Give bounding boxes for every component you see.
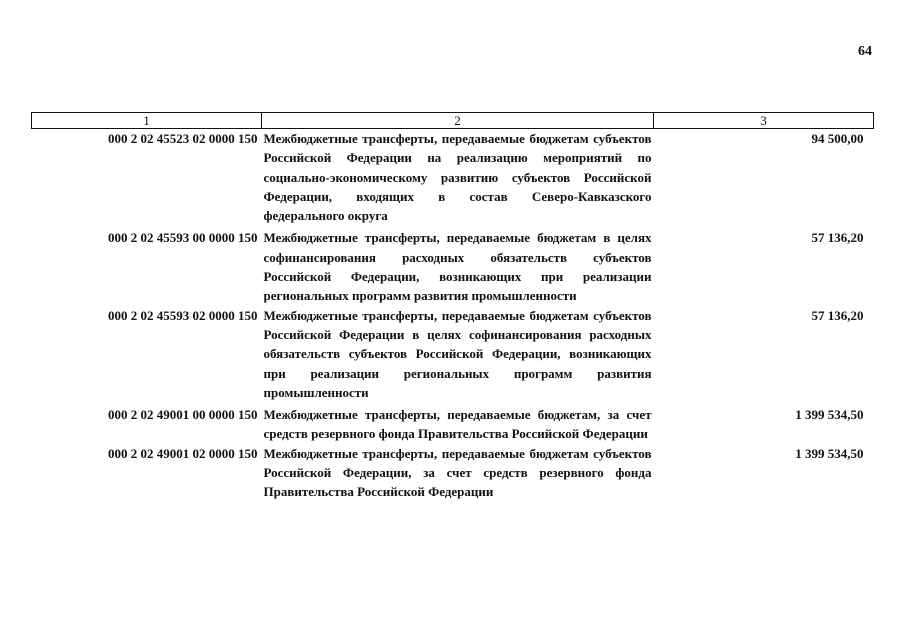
- budget-code: 000 2 02 49001 02 0000 150: [108, 445, 258, 461]
- column-header-2: 2: [262, 113, 654, 129]
- row-amount: 57 136,20: [811, 230, 864, 246]
- row-description: Межбюджетные трансферты, передаваемые бюджетам субъектов Российской Федерации, за счет средств резервного фонда Правительства Российской Федерации: [263, 445, 652, 500]
- budget-table: [31, 112, 874, 502]
- table-row: [32, 228, 874, 305]
- row-description: Межбюджетные трансферты, передаваемые бюджетам в целях софинансирования расходных обязательств субъектов Российской Федерации, возникающих при реализации региональных программ развития промышленности: [263, 230, 652, 304]
- budget-code: 000 2 02 45593 02 0000 150: [108, 307, 258, 323]
- budget-code: 000 2 02 45593 00 0000 150: [108, 230, 258, 246]
- column-header-1: 1: [32, 113, 262, 129]
- row-description: Межбюджетные трансферты, передаваемые бюджетам субъектов Российской Федерации на реализацию мероприятий по социально-экономическому развитию субъектов Российской Федерации, входящих в состав Северо-Кавказского федерального округа: [263, 131, 652, 224]
- table-row: [32, 405, 874, 444]
- row-amount: 57 136,20: [811, 307, 864, 323]
- row-amount: 94 500,00: [811, 131, 864, 146]
- budget-code: 000 2 02 45523 02 0000 150: [108, 131, 258, 146]
- row-description: Межбюджетные трансферты, передаваемые бюджетам, за счет средств резервного фонда Правительства Российской Федерации: [263, 407, 652, 442]
- column-header-3: 3: [654, 113, 874, 129]
- table-header-row: [32, 113, 874, 129]
- table-row: [32, 444, 874, 502]
- table-row: [32, 129, 874, 226]
- row-description: Межбюджетные трансферты, передаваемые бюджетам субъектов Российской Федерации в целях софинансирования расходных обязательств субъектов Российской Федерации, возникающих при реализации региональных программ развития промышленности: [263, 307, 652, 400]
- row-amount: 1 399 534,50: [795, 445, 864, 461]
- page-number: 64: [858, 44, 872, 59]
- table-row: [32, 306, 874, 402]
- row-amount: 1 399 534,50: [795, 407, 864, 423]
- budget-code: 000 2 02 49001 00 0000 150: [108, 407, 258, 423]
